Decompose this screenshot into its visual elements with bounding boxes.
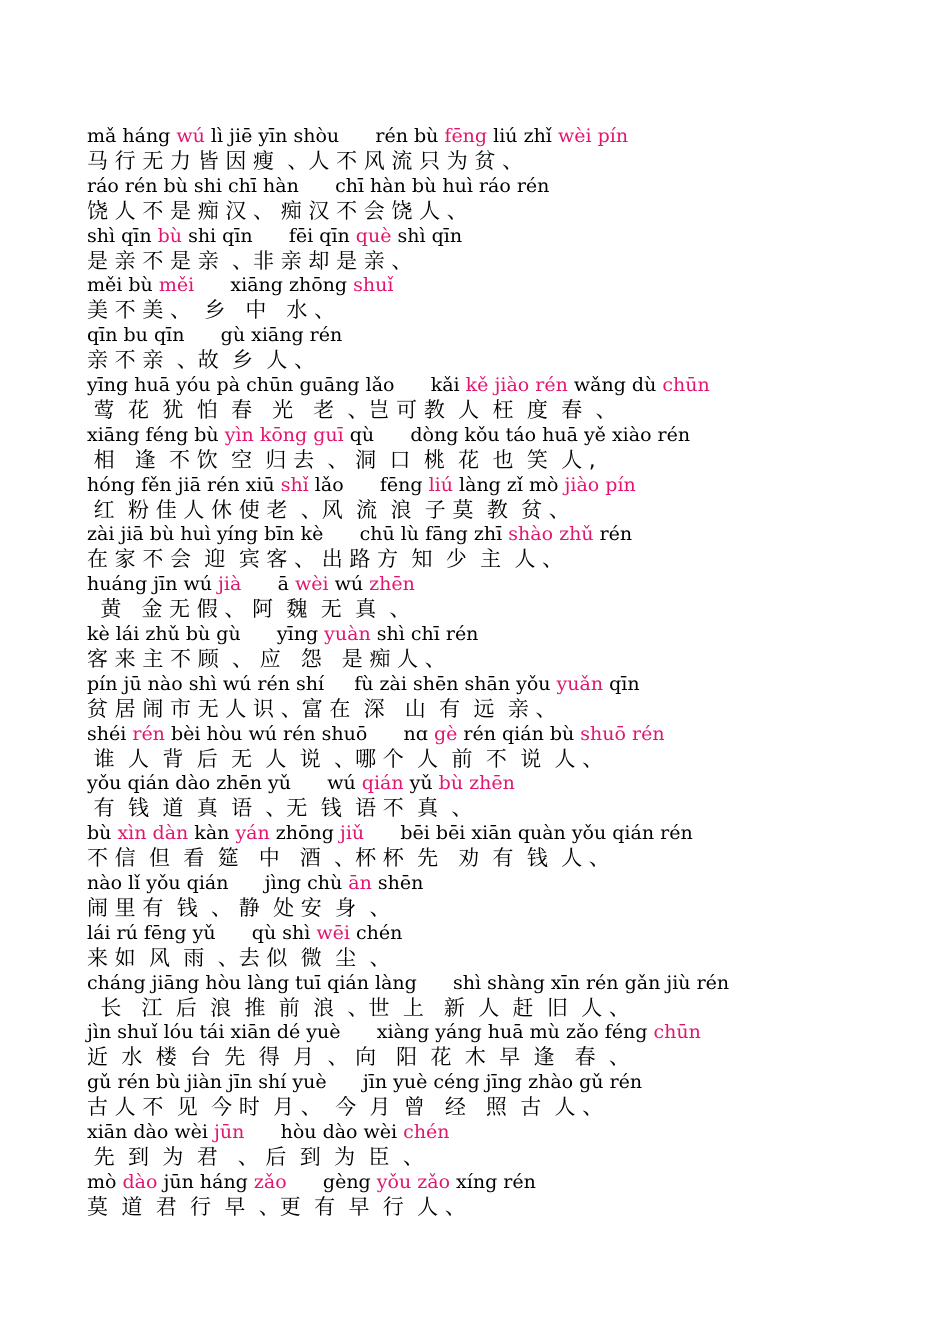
pinyin-text: gèng [286, 1170, 377, 1193]
highlighted-pinyin: rén [632, 722, 665, 745]
pinyin-text: yīng huā yóu pà chūn guāng lǎo kǎi [87, 373, 466, 396]
highlighted-pinyin: yuǎn [556, 672, 604, 695]
hanzi-line: 马 行 无 力 皆 因 瘦 、人 不 风 流 只 为 贫 、 [87, 149, 524, 173]
pinyin-text: gǔ rén bù jiàn jīn shí yuè jīn yuè céng jīng zhào gǔ rén [87, 1071, 643, 1094]
pinyin-text: pín jū nào shì wú rén shí fù zài shēn shān yǒu [87, 672, 557, 695]
pinyin-text: yǒu qián dào zhēn yǔ wú [87, 772, 362, 795]
highlighted-pinyin: yuàn [324, 622, 371, 645]
pinyin-text: huáng jīn wú [87, 573, 219, 596]
pinyin-line [87, 622, 887, 647]
pinyin-text: zhōng [269, 822, 340, 845]
highlighted-pinyin: yǒu [376, 1170, 412, 1193]
hanzi-line: 不 信 但 看 筵 中 酒 、杯 杯 先 劝 有 钱 人 、 [87, 846, 610, 871]
pinyin-text: lái rú fēng yǔ qù shì [87, 921, 317, 944]
pinyin-line [87, 174, 887, 199]
pinyin-text: wú [328, 573, 370, 596]
verse [87, 224, 887, 274]
verse [87, 273, 887, 323]
highlighted-pinyin: pín [597, 125, 629, 147]
pinyin-text: shi qīn fēi qīn [182, 224, 356, 247]
pinyin-text: jūn háng [157, 1170, 254, 1193]
highlighted-pinyin: kōng [259, 423, 308, 446]
pinyin-line [87, 572, 887, 597]
hanzi-line: 闹 里 有 钱 、 静 处 安 身 、 [87, 895, 391, 920]
pinyin-text: yǔ [403, 772, 439, 795]
verse [87, 821, 887, 871]
hanzi-line: 红 粉 佳 人 休 使 老 、风 流 浪 子 莫 教 贫 、 [87, 497, 570, 522]
pinyin-text: wǎng dù [567, 373, 663, 396]
pinyin-line [87, 722, 887, 747]
pinyin-text: bēi bēi xiān quàn yǒu qián rén [364, 822, 693, 845]
hanzi-line: 来 如 风 雨 、去 似 微 尘 、 [87, 945, 391, 970]
pinyin-text: qīn [603, 672, 640, 695]
hanzi-line: 黄 金 无 假 、 阿 魏 无 真 、 [87, 597, 411, 622]
hanzi-line: 是 亲 不 是 亲 、非 亲 却 是 亲 、 [87, 248, 413, 273]
hanzi-line: 长 江 后 浪 推 前 浪 、世 上 新 人 赶 旧 人 、 [87, 995, 630, 1020]
pinyin-text: shì qīn [391, 224, 463, 247]
verse [87, 771, 887, 821]
pinyin-text: shéi [87, 722, 133, 745]
verse [87, 473, 887, 523]
highlighted-pinyin: dàn [152, 822, 189, 845]
pinyin-text: mǎ háng [87, 125, 177, 147]
hanzi-line: 谁 人 背 后 无 人 说 、哪 个 人 前 不 说 人 、 [87, 746, 604, 771]
hanzi-line: 有 钱 道 真 语 、无 钱 语 不 真 、 [87, 796, 473, 821]
pinyin-text: hòu dào wèi [244, 1120, 404, 1143]
verse [87, 174, 887, 224]
highlighted-pinyin: què [355, 224, 392, 247]
highlighted-pinyin: ān [348, 871, 372, 894]
pinyin-text: nào lǐ yǒu qián jìng chù [87, 871, 349, 894]
hanzi-line: 先 到 为 君 、 后 到 为 臣 、 [87, 1144, 424, 1169]
pinyin-text: xiāng féng bù [87, 423, 225, 446]
highlighted-pinyin: chūn [662, 373, 710, 396]
highlighted-pinyin: yìn [224, 423, 254, 446]
highlighted-pinyin: wú [176, 125, 205, 147]
highlighted-pinyin: zǎo [253, 1170, 287, 1193]
pinyin-text: shēn [371, 871, 424, 894]
pinyin-text: lì jiē yīn shòu rén bù [204, 125, 445, 147]
highlighted-pinyin: jiào [564, 473, 600, 496]
verse [87, 1120, 887, 1170]
pinyin-text: rén [593, 523, 633, 546]
pinyin-text: lǎo fēng [308, 473, 429, 496]
highlighted-pinyin: zǎo [417, 1170, 451, 1193]
verse [87, 722, 887, 772]
highlighted-pinyin: shǐ [280, 473, 309, 496]
pinyin-text: liú zhǐ [487, 125, 558, 147]
highlighted-pinyin: zhēn [469, 772, 515, 795]
pinyin-line [87, 871, 887, 896]
hanzi-line: 贫 居 闹 市 无 人 识 、富 在 深 山 有 远 亲 、 [87, 696, 557, 721]
highlighted-pinyin: bù [438, 772, 464, 795]
hanzi-line: 相 逢 不 饮 空 归 去 、 洞 口 桃 花 也 笑 人 , [87, 447, 596, 472]
pinyin-text: xiāng zhōng [194, 274, 354, 297]
highlighted-pinyin: liú [428, 473, 453, 496]
verse [87, 572, 887, 622]
pinyin-line [87, 921, 887, 946]
verse [87, 921, 887, 971]
pinyin-text: bèi hòu wú rén shuō nɑ [164, 722, 434, 745]
pinyin-text: kè lái zhǔ bù gù yīng [87, 622, 325, 645]
pinyin-line [87, 473, 887, 498]
pinyin-text: mò [87, 1170, 123, 1193]
highlighted-pinyin: jiǔ [339, 822, 365, 845]
pinyin-text: rén qián bù [457, 722, 581, 745]
highlighted-pinyin: wēi [316, 921, 350, 944]
highlighted-pinyin: zhǔ [559, 523, 594, 546]
highlighted-pinyin: guī [313, 423, 344, 446]
highlighted-pinyin: měi [158, 274, 195, 297]
highlighted-pinyin: jūn [214, 1120, 245, 1143]
hanzi-line: 客 来 主 不 顾 、 应 怨 是 痴 人 、 [87, 646, 446, 671]
pinyin-line [87, 373, 887, 398]
pinyin-line [87, 273, 887, 298]
pinyin-text: shì qīn [87, 224, 158, 247]
pinyin-line [87, 1120, 887, 1145]
pinyin-line [87, 522, 887, 547]
pinyin-text: bù [87, 822, 118, 845]
pinyin-line [87, 771, 887, 796]
pinyin-line [87, 323, 887, 348]
highlighted-pinyin: chūn [653, 1021, 701, 1044]
pinyin-text: shì chī rén [370, 622, 479, 645]
highlighted-pinyin: chén [403, 1120, 450, 1143]
verse [87, 124, 887, 174]
pinyin-text: làng zǐ mò [453, 473, 565, 496]
pinyin-text: zài jiā bù huì yíng bīn kè chū lù fāng zhī [87, 523, 509, 546]
pinyin-line [87, 821, 887, 846]
pinyin-text: xíng rén [450, 1170, 536, 1193]
pinyin-line [87, 423, 887, 448]
pinyin-text: kàn [188, 822, 236, 845]
hanzi-line: 在 家 不 会 迎 宾 客 、 出 路 方 知 少 主 人 、 [87, 547, 564, 572]
verse [87, 871, 887, 921]
highlighted-pinyin: jià [218, 573, 242, 596]
hanzi-line: 莺 花 犹 怕 春 光 老 、岂 可 教 人 枉 度 春 、 [87, 397, 617, 422]
pinyin-line [87, 672, 887, 697]
highlighted-pinyin: fēng [444, 125, 488, 147]
highlighted-pinyin: shào [508, 523, 554, 546]
highlighted-pinyin: qián [361, 772, 404, 795]
highlighted-pinyin: rén [132, 722, 165, 745]
verse [87, 1170, 887, 1220]
highlighted-pinyin: rén [535, 373, 568, 396]
highlighted-pinyin: jiào [494, 373, 530, 396]
highlighted-pinyin: zhēn [369, 573, 415, 596]
hanzi-line: 饶 人 不 是 痴 汉 、 痴 汉 不 会 饶 人 、 [87, 198, 468, 223]
hanzi-line: 亲 不 亲 、故 乡 人 、 [87, 348, 316, 373]
pinyin-text: qù dòng kǒu táo huā yě xiào rén [343, 423, 691, 446]
hanzi-line: 美 不 美 、 乡 中 水 、 [87, 298, 336, 323]
verse [87, 373, 887, 423]
highlighted-pinyin: yán [235, 822, 270, 845]
highlighted-pinyin: wèi [557, 125, 592, 147]
highlighted-pinyin: xìn [117, 822, 147, 845]
pinyin-text: hóng fěn jiā rén xiū [87, 473, 281, 496]
hanzi-line: 古 人 不 见 今 时 月 、 今 月 曾 经 照 古 人 、 [87, 1095, 604, 1120]
pinyin-text: ráo rén bù shi chī hàn chī hàn bù huì ráo rén [87, 174, 550, 197]
hanzi-line: 近 水 楼 台 先 得 月 、 向 阳 花 木 早 逢 春 、 [87, 1045, 630, 1070]
pinyin-text: cháng jiāng hòu làng tuī qián làng shì shàng xīn rén gǎn jiù rén [87, 971, 730, 994]
pinyin-text: xiān dào wèi [87, 1120, 214, 1143]
verse [87, 522, 887, 572]
highlighted-pinyin: shuǐ [353, 274, 394, 297]
highlighted-pinyin: wèi [294, 573, 329, 596]
verse [87, 423, 887, 473]
pinyin-line [87, 124, 887, 149]
highlighted-pinyin: shuō [580, 722, 626, 745]
verse [87, 672, 887, 722]
highlighted-pinyin: gè [433, 722, 458, 745]
verse [87, 323, 887, 373]
verse [87, 1020, 887, 1070]
pinyin-line [87, 1020, 887, 1045]
pinyin-text: qīn bu qīn gù xiāng rén [87, 324, 343, 347]
hanzi-line: 莫 道 君 行 早 、更 有 早 行 人 、 [87, 1194, 466, 1219]
pinyin-line [87, 1070, 887, 1095]
pinyin-text: měi bù [87, 274, 159, 297]
highlighted-pinyin: pín [605, 473, 636, 496]
highlighted-pinyin: dào [122, 1170, 158, 1193]
verse [87, 1070, 887, 1120]
pinyin-text: jìn shuǐ lóu tái xiān dé yuè xiàng yáng huā mù zǎo féng [87, 1021, 654, 1044]
highlighted-pinyin: kě [465, 373, 489, 396]
document-body [87, 124, 887, 1220]
pinyin-line [87, 224, 887, 249]
highlighted-pinyin: bù [157, 224, 183, 247]
pinyin-text: ā [241, 573, 295, 596]
verse [87, 622, 887, 672]
verse [87, 971, 887, 1021]
pinyin-line [87, 971, 887, 996]
pinyin-text: chén [349, 921, 403, 944]
pinyin-line [87, 1170, 887, 1195]
